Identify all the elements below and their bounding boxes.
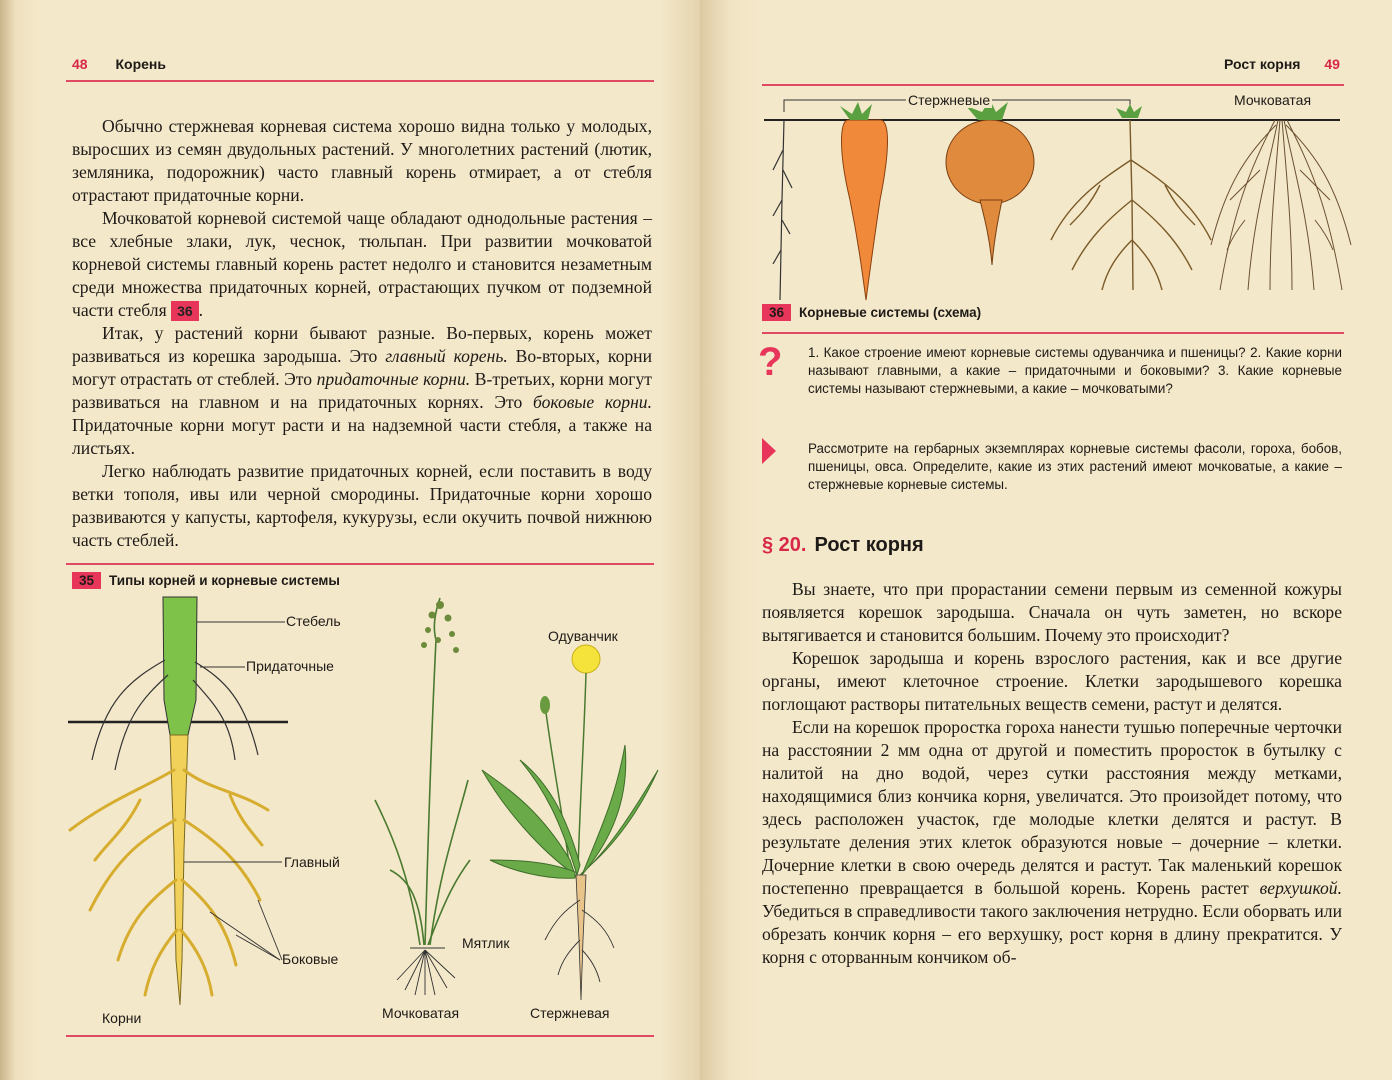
review-questions: 1. Какое строение имеют корневые системы одуванчика и пшеницы? 2. Какие корни называют главными, а какие – придаточными и боковыми? 3. Какие корневые системы называют стержневыми, а какие – мочковатыми? xyxy=(808,345,1342,396)
left-page-number: 48 xyxy=(72,56,88,72)
label-fibrous: Мочковатая xyxy=(382,1005,460,1021)
figure-36-reference: 36 xyxy=(171,301,199,321)
label-main-root: Главный xyxy=(284,854,340,870)
figure-36-caption: 36 Корневые системы (схема) xyxy=(762,304,981,321)
label-roots: Корни xyxy=(102,1010,142,1026)
left-paragraph-3: Итак, у растений корни бывают разные. Во-первых, корень может развиваться из корешка зародыша. Это главный корень. Во-вторых, корни могут отрастать от стеблей. Это придаточные корни. В-третьих, корни могут развиваться на главном и на придаточных корнях. Это боковые корни. Придаточные корни могут расти и на надземной части стебля, а также на листьях. xyxy=(72,323,652,458)
left-chapter-title: Корень xyxy=(115,56,166,72)
right-body-text xyxy=(762,578,1342,969)
label-lateral-roots: Боковые xyxy=(282,951,339,967)
figure-35-caption: 35 Типы корней и корневые системы xyxy=(72,572,340,589)
left-paragraph-1: Обычно стержневая корневая система хорошо видна только у молодых, выросших из семян двудольных растений. У многолетних растений (лютик, земляника, подорожник) часто главный корень отмирает, а от стебля отрастают придаточные корни. xyxy=(72,116,652,205)
right-paragraph-1: Вы знаете, что при прорастании семени первым из семенной кожуры появляется корешок зародыша. Сначала он чуть заметен, но вскоре вытягивается и становится большим. Почему это происходит? xyxy=(762,579,1342,645)
figure-36-illustration xyxy=(700,0,1392,340)
left-paragraph-4: Легко наблюдать развитие придаточных корней, если поставить в воду ветки тополя, ивы или черной смородины. Придаточные корни хорошо развиваются у капусты, картофеля, кукурузы, если окучить почвой нижнюю часть стеблей. xyxy=(72,461,652,550)
figure-36-bottom-rule xyxy=(762,332,1344,334)
section-number: § 20. xyxy=(762,534,807,556)
right-chapter-title: Рост корня xyxy=(1224,56,1301,72)
label-taproot: Стержневая xyxy=(530,1005,610,1021)
label-taproot-systems: Стержневые xyxy=(908,92,991,108)
section-heading xyxy=(762,534,924,557)
figure-35-bottom-rule xyxy=(66,1035,654,1037)
figure-35-number: 35 xyxy=(72,572,101,589)
label-adventitious: Придаточные xyxy=(246,658,334,674)
task-arrow-icon xyxy=(762,438,776,464)
section-title: Рост корня xyxy=(814,534,924,556)
right-paragraph-2: Корешок зародыша и корень взрослого растения, как и все другие органы, имеют клеточное строение. Клетки зародышевого корешка поглощают растворы питательных веществ семени, растут и делятся. xyxy=(762,648,1342,714)
question-mark-icon: ? xyxy=(758,340,783,384)
label-fibrous-system: Мочковатая xyxy=(1234,92,1312,108)
figure-36-number: 36 xyxy=(762,304,791,321)
right-page xyxy=(700,0,1392,1080)
right-page-number: 49 xyxy=(1324,56,1340,72)
right-paragraph-3: Если на корешок проростка гороха нанести тушью поперечные черточки на расстоянии 2 мм одна от другой и поместить проросток в бутылку с налитой на дно водой, через сутки расстояния между метками, находящимися близ кончика корня, увеличатся. Это произойдет потому, что здесь расположен участок, где молодые клетки делятся и растут. В результате деления этих клеток образуются новые – дочерние – клетки. Дочерние клетки в свою очередь делятся и растут. Так маленький корешок постепенно превращается в большой корень. Корень растет верхушкой. Убедиться в справедливости такого заключения нетрудно. Если оборвать или обрезать кончик корня – его верхушку, рост корня в длину прекратится. У корня с оторванным кончиком об- xyxy=(762,717,1342,967)
label-dandelion: Одуванчик xyxy=(548,628,618,644)
left-paragraph-2: Мочковатой корневой системой чаще обладают однодольные растения – все хлебные злаки, лук, чеснок, тюльпан. При развитии мочковатой корневой системы главный корень растет недолго и становится незаметным среди множества придаточных корней, отрастающих пучком от подземной части стебля 36 . xyxy=(72,208,652,320)
practical-task: Рассмотрите на гербарных экземплярах корневые системы фасоли, гороха, бобов, пшеницы, овса. Определите, какие из этих растений имеют мочковатые, а какие – стержневые корневые системы. xyxy=(808,441,1342,492)
label-bluegrass: Мятлик xyxy=(462,935,510,951)
label-stem: Стебель xyxy=(286,613,341,629)
